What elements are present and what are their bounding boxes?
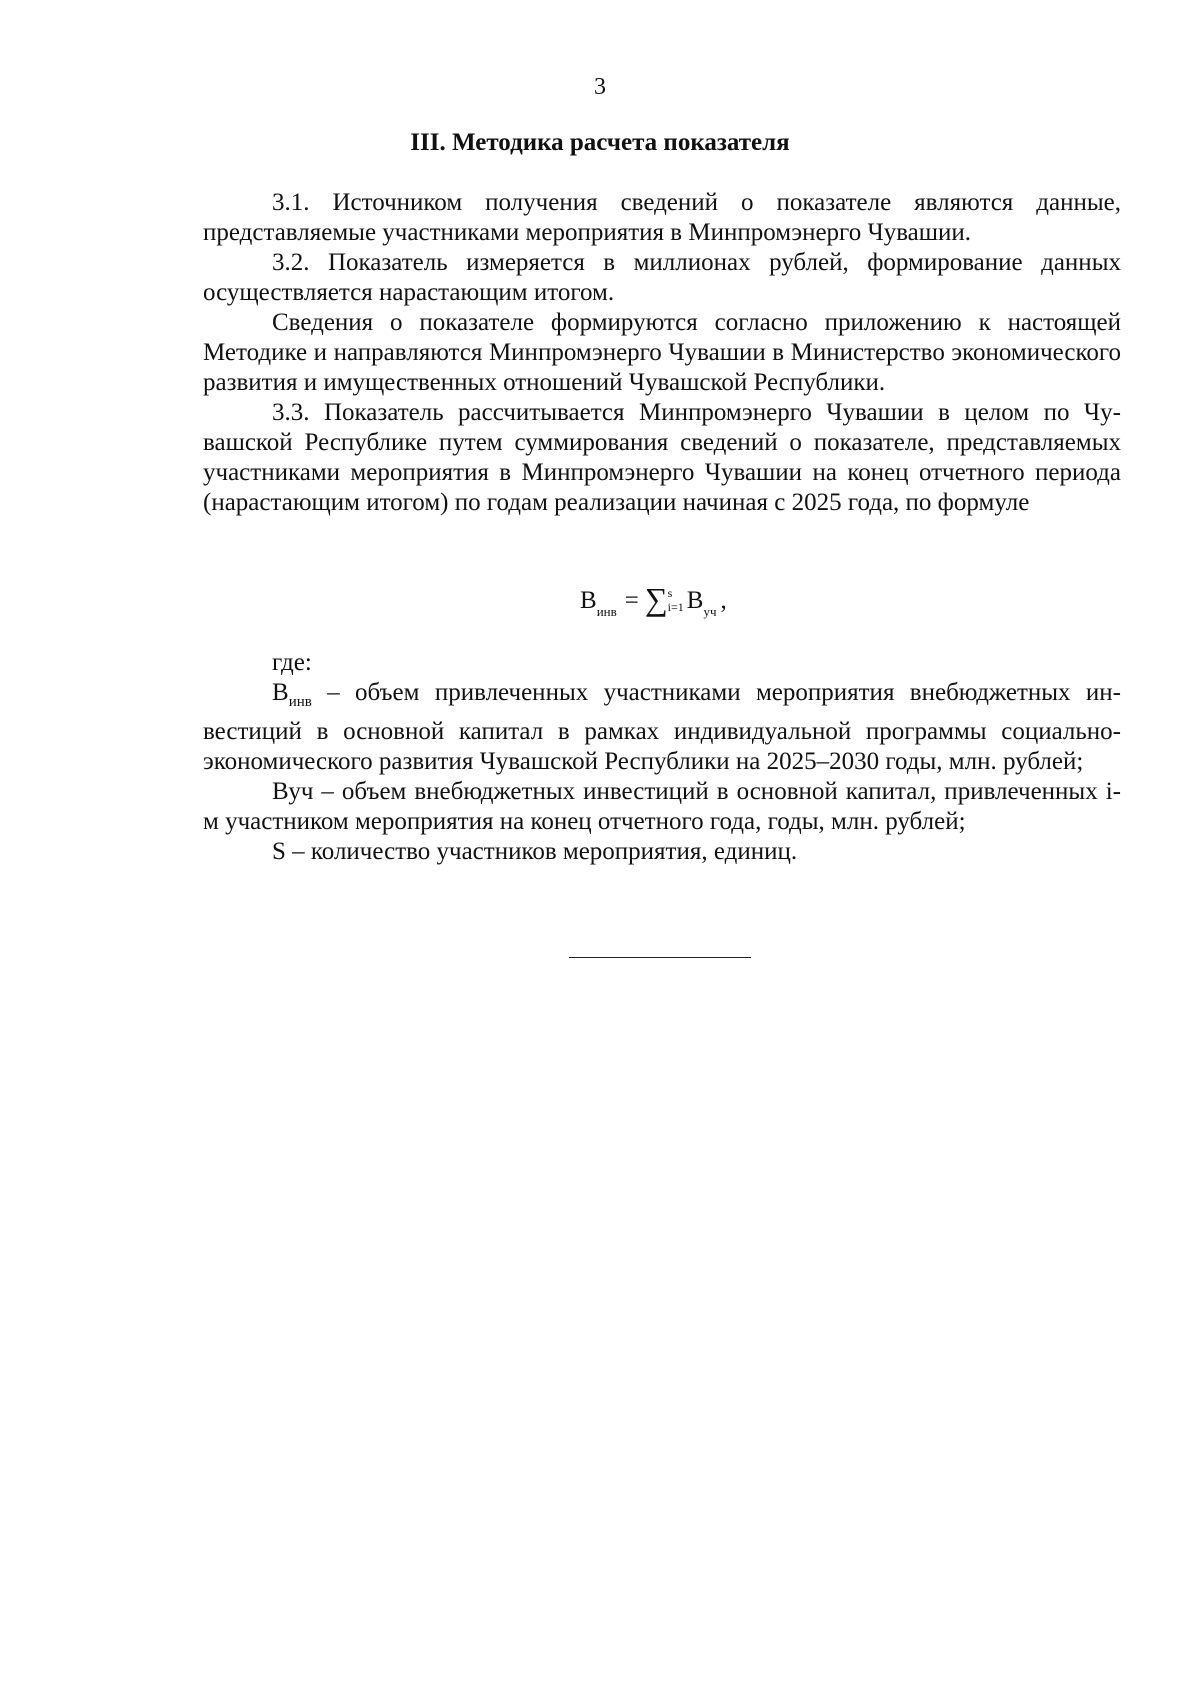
formula-lhs-subscript: инв bbox=[596, 604, 617, 619]
where-label: где: bbox=[272, 649, 312, 676]
formula-lhs: В bbox=[580, 587, 597, 614]
sum-upper-limit: s bbox=[667, 586, 673, 601]
definition-b-inv bbox=[203, 678, 1121, 777]
formula-equals: = bbox=[624, 587, 639, 614]
methodology-paragraphs bbox=[203, 188, 1121, 518]
definition-text: – объем привлеченных участниками мероприятия внебюджетных инвестиций в основной капитал в рамках индивидуальной программы социально-экономического развития Чувашской Республики на 2025–2030 годы, млн. рублей; bbox=[203, 679, 1121, 775]
sum-limits bbox=[668, 586, 684, 614]
formula-rhs-subscript: уч bbox=[703, 604, 717, 619]
definition-s: S – количество участников мероприятия, единиц. bbox=[272, 838, 798, 865]
closing-divider bbox=[569, 957, 751, 958]
page-number: 3 bbox=[594, 74, 606, 100]
paragraph-reporting: Сведения о показателе формируются согласно приложению к настоящей Методике и направляются Минпромэнерго Чувашии в Министерство экономического развития и имущественных отношений Чувашской Республики. bbox=[203, 309, 1121, 396]
paragraph-3-2: 3.2. Показатель измеряется в миллионах рублей, формирование данных осуществляется нарастающим итогом. bbox=[203, 249, 1121, 306]
formula bbox=[580, 582, 727, 619]
definition-symbol: В bbox=[272, 679, 289, 706]
sum-symbol: ∑ bbox=[644, 581, 668, 617]
definitions bbox=[203, 648, 1121, 867]
paragraph-3-3: 3.3. Показатель рассчитывается Минпромэнерго Чувашии в целом по Чувашской Республике путем суммирования сведений о показателе, представляемых участниками мероприятия в Минпромэнерго Чувашии на конец отчетного периода (нарастающим итогом) по годам реализации начиная с 2025 года, по формуле bbox=[203, 399, 1121, 516]
paragraph-3-1: 3.1. Источником получения сведений о показателе являются данные, представляемые участниками мероприятия в Минпромэнерго Чувашии. bbox=[203, 189, 1121, 246]
definition-b-uch: Вуч – объем внебюджетных инвестиций в основной капитал, привлеченных i-м участником мероприятия на конец отчетного года, годы, млн. рублей; bbox=[203, 778, 1121, 835]
formula-comma: , bbox=[720, 587, 727, 614]
sum-lower-limit: i=1 bbox=[667, 600, 684, 615]
section-title: III. Методика расчета показателя bbox=[410, 129, 790, 156]
formula-rhs: В bbox=[686, 587, 704, 614]
definition-symbol-subscript: инв bbox=[288, 694, 312, 710]
